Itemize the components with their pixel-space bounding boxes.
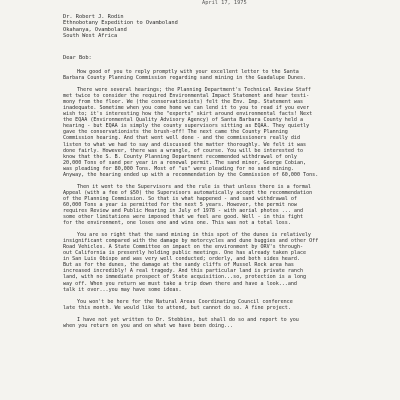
letter-line: met twice to consider the required Environmental Impact Statement and hear testi- [63,93,310,100]
letter-line: insignificant compared with the damage by motorcycles and dune buggies and other Off [63,238,319,245]
letter-line: You won't be here for the Natural Areas Coordinating Council conference [77,298,293,305]
letter-line: for the environment, one loses one and wins one. This was not a total loss. [63,220,291,227]
letter-paragraph [63,69,371,81]
letter-paragraph [63,317,371,329]
letter-line: done fairly. However, there was a wrangle, of course. You will be interested to [63,147,304,154]
letter-line: How good of you to reply promptly with your excellent letter to the Santa [77,69,299,75]
letter-line: out California is presently holding public meetings. One has already taken place [63,250,307,257]
letter-line: mony from the floor. We (the conservationists) felt the Env. Imp. Statement was [63,99,304,106]
letter-body [63,69,371,335]
letter-line: Then it went to the Supervisors and the rule is that unless there is a formal [77,183,311,190]
letter-paragraph [63,87,371,178]
letter-paragraph [63,232,371,292]
letter-line: I have not yet written to Dr. Stebbins, but shall do so and report to you [77,316,299,323]
letter-line: the EQAA (Environmental Quality Advisory Agency) of Santa Barbara County held a [63,117,304,124]
letter-line: of the Planning Commission. So that is what happened - and sand withdrawal of [63,195,297,202]
letter-line: 60,000 Tons a year is permitted for the next 5 years. However, the permit now [63,201,297,208]
letter-line: wish to; it's interesting how the "experts" skirt around environmental facts! Next [63,111,313,118]
recipient-line: South West Africa [63,33,118,40]
letter-line: know that the S. B. County Planning Department recommended withdrawal of only [63,153,297,160]
letter-line: You are so right that the sand mining in this spot of the dunes is relatively [77,232,311,239]
letter-line: But as for the dunes, the damage at the sandy cliffs of Mussel Rock area has [63,262,294,269]
letter-line: Appeal (with a fee of $50) the Supervisors automatically accept the recommendation [63,189,313,196]
letter-line: 20,000 Tons of sand per year in a renewal permit. The sand miner, George Cobian, [63,159,307,166]
salutation: Dear Bob: [63,55,92,61]
letter-line: listen to what we had to say and discussed the matter thoroughly. We felt it was [63,141,307,148]
recipient-line: Dr. Robert J. Rodin [63,14,124,20]
letter-line: requires Review and Public Hearing in July of 1978 - with aerial photos ... and [63,207,304,214]
letter-line: late this month. We would like to attend, but cannot do so. A fine project. [63,304,291,311]
letter-line: in San Luis Obispo and was very well conducted; orderly, and both sides heard. [63,256,301,263]
letter-line: talk it over...you may have some ideas. [63,286,182,293]
letter-paragraph [63,184,371,226]
letter-paragraph [63,299,371,311]
letter-line: gave the conservationists the brush-off! The next came the County Planning [63,129,288,136]
letter-line: inadequate. Sometime when you come home we can lend it to you to read if you ever [63,105,310,112]
letter-line: Anyway, the hearing ended up with a recommendation by the Commission of 60,000 Tons. [63,171,319,178]
letter-line: Commission hearing. And that went well done - and the commissioners really did [63,135,301,142]
letter-line: way off. When you return we must take a trip down there and have a look...and [63,280,297,287]
letter-line: land, with no immediate prospect of State acquisition...so, protection is a long [63,274,307,281]
letter-date: April 17, 1975 [202,0,247,6]
letter-line: Barbara County Planning Commission regarding sand mining in the Guadalupe Dunes. [63,75,307,82]
letter-line: hearing - but EQAA is simply the county supervisors sitting as EQAA. They quietly [63,123,310,130]
recipient-line: Ethnobotany Expedition to Ovamboland [63,20,178,27]
letter-line: was pleading for 80,000 Tons. Most of "us" were pleading for no sand mining. [63,165,294,172]
letter-line: Road Vehicles. A State Committee on impact on the environment by ORV's through- [63,244,304,251]
letter-line: increased incredibly! A real tragedy. And this particular land is private ranch [63,268,304,275]
letter-line: when you return on you and on what we have been doing... [63,322,234,329]
letter-line: There were several hearings; the Planning Department's Technical Review Staff [77,87,311,94]
recipient-line: Okahanya, Ovamboland [63,26,127,33]
letter-line: some other limitations were imposed that we feel are good. Well - in this fight [63,214,304,221]
recipient-address [63,14,178,40]
